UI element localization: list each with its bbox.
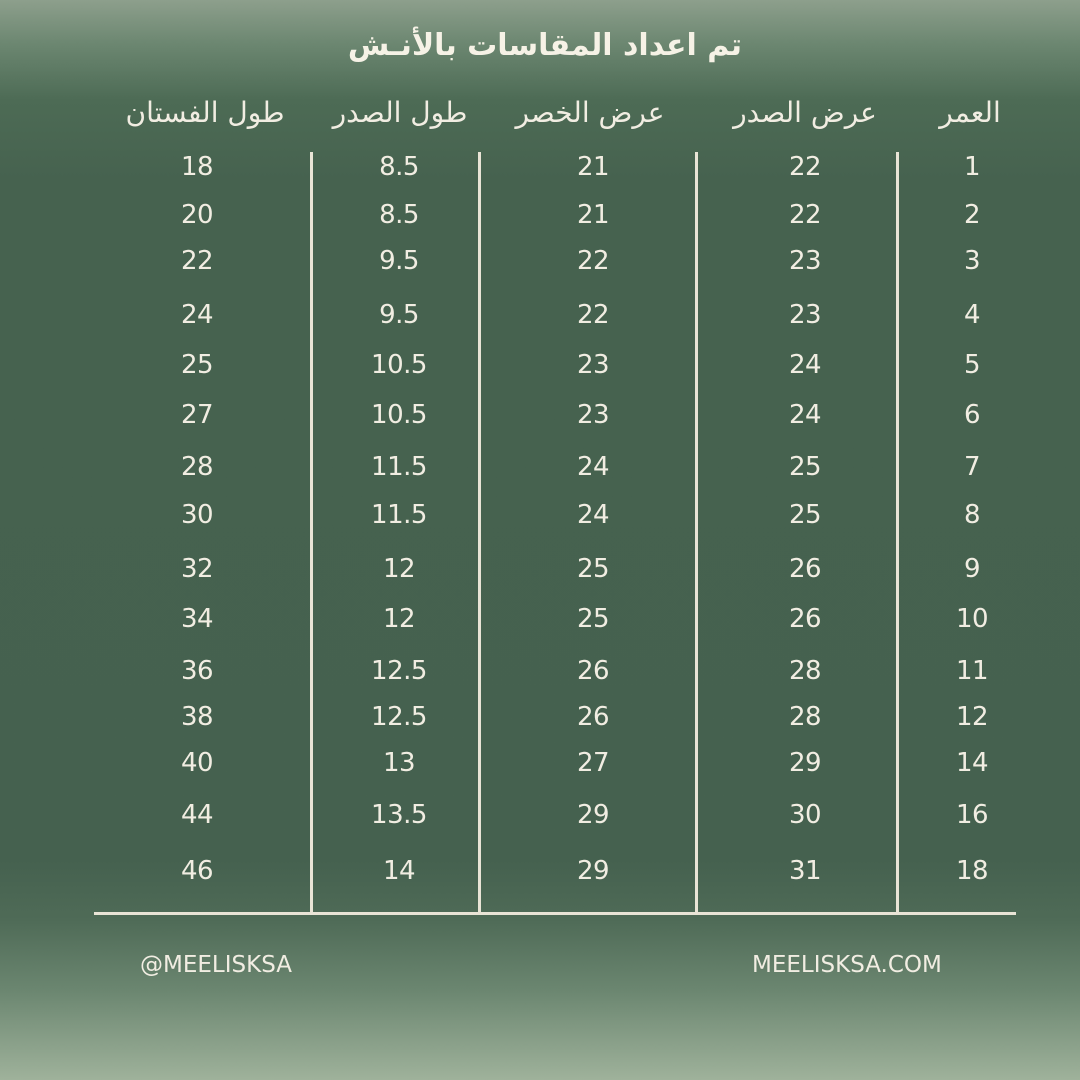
cell-waist-width: 24 bbox=[576, 500, 610, 530]
cell-waist-width: 25 bbox=[576, 604, 610, 634]
cell-chest-width: 28 bbox=[788, 702, 822, 732]
cell-waist-width: 21 bbox=[576, 152, 610, 182]
page-title: تم اعداد المقاسات بالأنـش bbox=[347, 28, 743, 63]
cell-age: 6 bbox=[963, 400, 981, 430]
cell-age: 16 bbox=[955, 800, 989, 830]
cell-age: 18 bbox=[955, 856, 989, 886]
column-divider bbox=[478, 152, 481, 914]
cell-waist-width: 24 bbox=[576, 452, 610, 482]
cell-waist-width: 23 bbox=[576, 400, 610, 430]
cell-chest-width: 24 bbox=[788, 350, 822, 380]
cell-chest-length: 12 bbox=[382, 604, 416, 634]
cell-dress-length: 25 bbox=[180, 350, 214, 380]
cell-age: 7 bbox=[963, 452, 981, 482]
cell-chest-length: 10.5 bbox=[371, 350, 427, 380]
cell-waist-width: 22 bbox=[576, 246, 610, 276]
cell-age: 14 bbox=[955, 748, 989, 778]
cell-chest-length: 10.5 bbox=[371, 400, 427, 430]
cell-chest-length: 13.5 bbox=[371, 800, 427, 830]
cell-waist-width: 22 bbox=[576, 300, 610, 330]
cell-age: 11 bbox=[955, 656, 989, 686]
cell-chest-width: 24 bbox=[788, 400, 822, 430]
cell-waist-width: 23 bbox=[576, 350, 610, 380]
cell-waist-width: 26 bbox=[576, 702, 610, 732]
cell-age: 5 bbox=[963, 350, 981, 380]
cell-chest-length: 12 bbox=[382, 554, 416, 584]
cell-dress-length: 34 bbox=[180, 604, 214, 634]
cell-waist-width: 29 bbox=[576, 856, 610, 886]
cell-dress-length: 28 bbox=[180, 452, 214, 482]
cell-dress-length: 44 bbox=[180, 800, 214, 830]
cell-chest-length: 8.5 bbox=[379, 152, 419, 182]
cell-chest-width: 22 bbox=[788, 200, 822, 230]
cell-chest-length: 9.5 bbox=[379, 246, 419, 276]
cell-chest-length: 14 bbox=[382, 856, 416, 886]
cell-dress-length: 36 bbox=[180, 656, 214, 686]
cell-chest-width: 30 bbox=[788, 800, 822, 830]
cell-chest-length: 12.5 bbox=[371, 702, 427, 732]
cell-age: 12 bbox=[955, 702, 989, 732]
website-url: MEELISKSA.COM bbox=[752, 952, 942, 978]
cell-age: 9 bbox=[963, 554, 981, 584]
cell-chest-width: 29 bbox=[788, 748, 822, 778]
header-dress-length: طول الفستان bbox=[125, 96, 285, 129]
cell-chest-width: 22 bbox=[788, 152, 822, 182]
cell-chest-length: 8.5 bbox=[379, 200, 419, 230]
header-chest-width: عرض الصدر bbox=[733, 96, 877, 129]
cell-dress-length: 46 bbox=[180, 856, 214, 886]
cell-age: 10 bbox=[955, 604, 989, 634]
cell-chest-width: 23 bbox=[788, 246, 822, 276]
cell-dress-length: 32 bbox=[180, 554, 214, 584]
cell-waist-width: 29 bbox=[576, 800, 610, 830]
instagram-handle: @MEELISKSA bbox=[140, 952, 292, 978]
cell-chest-width: 26 bbox=[788, 554, 822, 584]
cell-age: 4 bbox=[963, 300, 981, 330]
header-waist-width: عرض الخصر bbox=[515, 96, 665, 129]
header-age: العمر bbox=[939, 96, 1001, 129]
cell-chest-width: 28 bbox=[788, 656, 822, 686]
cell-dress-length: 38 bbox=[180, 702, 214, 732]
cell-age: 8 bbox=[963, 500, 981, 530]
cell-dress-length: 22 bbox=[180, 246, 214, 276]
cell-chest-length: 13 bbox=[382, 748, 416, 778]
cell-chest-length: 11.5 bbox=[371, 500, 427, 530]
column-divider bbox=[310, 152, 313, 914]
cell-waist-width: 25 bbox=[576, 554, 610, 584]
column-divider bbox=[896, 152, 899, 914]
cell-dress-length: 18 bbox=[180, 152, 214, 182]
cell-chest-width: 26 bbox=[788, 604, 822, 634]
cell-chest-width: 23 bbox=[788, 300, 822, 330]
header-chest-length: طول الصدر bbox=[332, 96, 468, 129]
cell-age: 3 bbox=[963, 246, 981, 276]
cell-age: 1 bbox=[963, 152, 981, 182]
table-bottom-rule bbox=[94, 912, 1016, 915]
cell-chest-width: 25 bbox=[788, 500, 822, 530]
cell-waist-width: 21 bbox=[576, 200, 610, 230]
cell-dress-length: 27 bbox=[180, 400, 214, 430]
column-divider bbox=[695, 152, 698, 914]
cell-age: 2 bbox=[963, 200, 981, 230]
cell-waist-width: 26 bbox=[576, 656, 610, 686]
cell-dress-length: 30 bbox=[180, 500, 214, 530]
cell-dress-length: 24 bbox=[180, 300, 214, 330]
cell-chest-width: 25 bbox=[788, 452, 822, 482]
cell-chest-length: 12.5 bbox=[371, 656, 427, 686]
cell-dress-length: 40 bbox=[180, 748, 214, 778]
cell-chest-width: 31 bbox=[788, 856, 822, 886]
cell-dress-length: 20 bbox=[180, 200, 214, 230]
cell-waist-width: 27 bbox=[576, 748, 610, 778]
cell-chest-length: 11.5 bbox=[371, 452, 427, 482]
cell-chest-length: 9.5 bbox=[379, 300, 419, 330]
